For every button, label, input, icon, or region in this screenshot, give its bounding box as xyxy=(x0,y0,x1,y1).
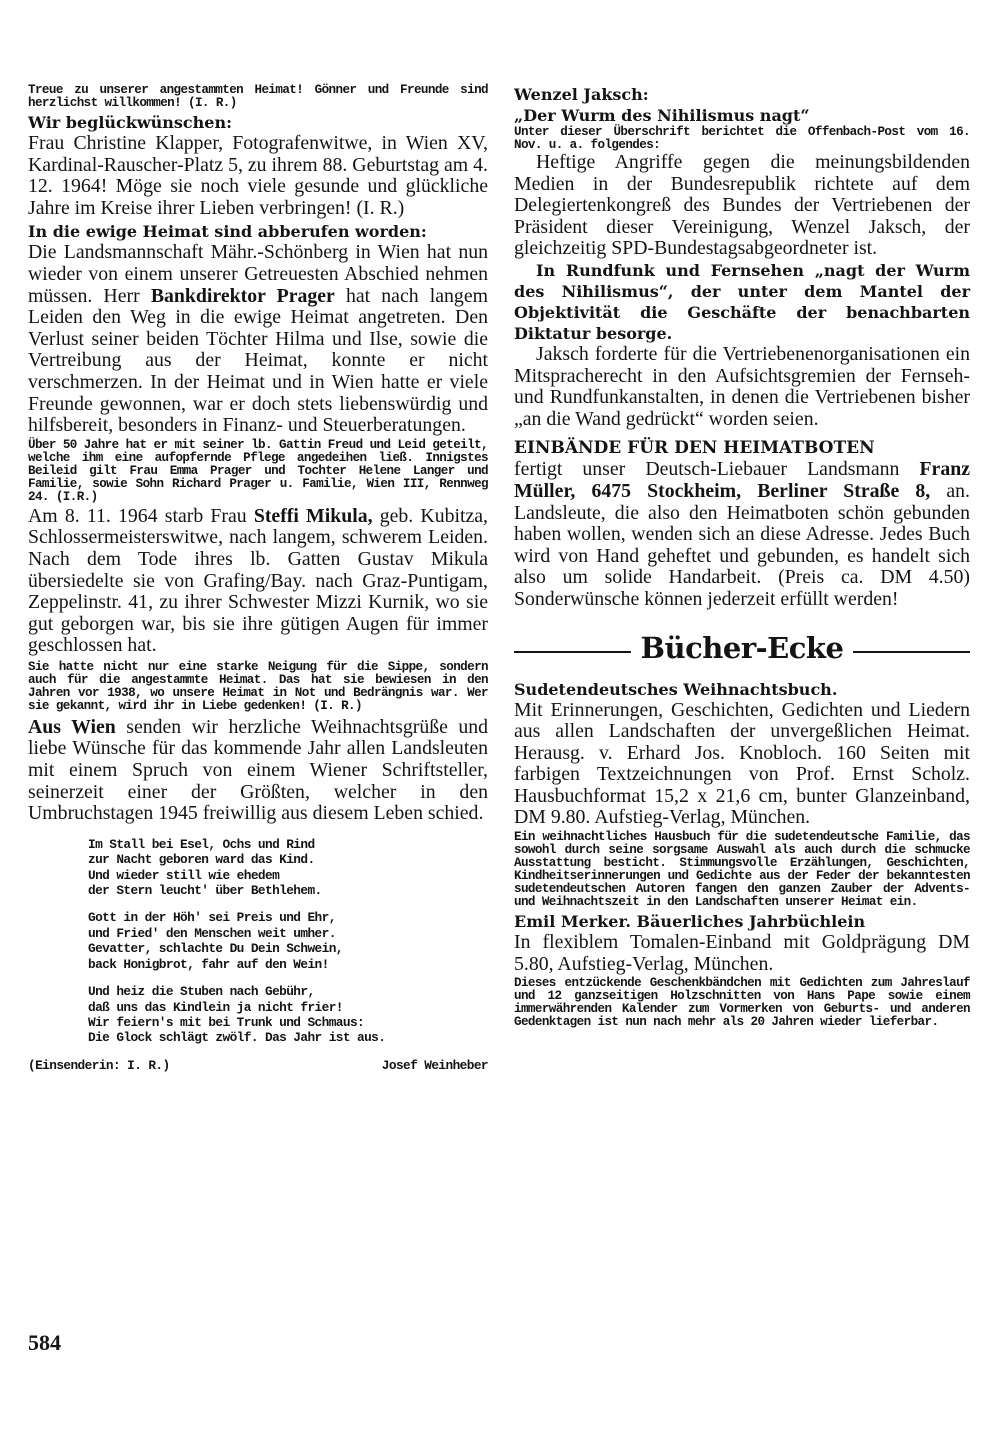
poem-line: Wir feiern's mit bei Trunk und Schmaus: xyxy=(88,1014,365,1030)
prager-condolence: Über 50 Jahre hat er mit seiner lb. Gattin Freud und Leid geteilt, welche ihm eine aufopfernde Pflege angedeihen ließ. Innigstes Beileid gilt Frau Emma Prager und Tochter Helene Langer und Familie, sowie Sohn Richard Prager u. Familie, Wien III, Rennweg 24. (I.R.) xyxy=(28,437,488,504)
mikula-paragraph xyxy=(28,506,488,657)
einbaende-heading: EINBÄNDE FÜR DEN HEIMATBOTEN xyxy=(514,438,875,459)
deceased-heading: In die ewige Heimat sind abberufen worden: xyxy=(28,222,427,242)
prager-paragraph xyxy=(28,242,488,436)
buecher-ecke-header xyxy=(514,631,970,665)
congrats-text: Frau Christine Klapper, Fotografenwitwe, in Wien XV, Kardinal-Rauscher-Platz 5, zu ihrem 88. Geburtstag am 4. 12. 1964! Möge sie noch viele gesunde und glückliche Jahre im Kreise ihrer Lieben verbringen! (I. R.) xyxy=(28,132,488,219)
poem-line: Die Glock schlägt zwölf. Das Jahr ist aus. xyxy=(88,1030,386,1046)
poem-line: Und wieder still wie ehedem xyxy=(88,867,280,883)
jaksch-paragraph-1: Heftige Angriffe gegen die meinungsbildenden Medien in der Bundesrepublik richtete auf dem Delegiertenkongreß des Bundes der Vertriebenen der Präsident dieser Vereinigung, Wenzel Jaksch, der gleichzeitig SPD-Bundestagsabgeordneter ist. xyxy=(514,151,970,260)
left-column xyxy=(28,84,488,1073)
right-column xyxy=(514,84,970,1029)
poem-author: Josef Weinheber xyxy=(381,1057,488,1073)
book2-title: Emil Merker. Bäuerliches Jahrbüchlein xyxy=(514,912,866,932)
jaksch-paragraph-3: Jaksch forderte für die Vertriebenenorganisationen ein Mitspracherecht in den Aufsichtsgremien der Fernseh- und Rundfunkanstalten, in denen die Vertriebenen bisher „an die Wand gedrückt“ worden seien. xyxy=(514,342,970,430)
jaksch-name: Wenzel Jaksch: xyxy=(514,85,649,104)
mikula-text-2: geb. Kubitza, Schlossermeisterswitwe, nach langem, schwerem Leiden. Nach dem Tode ihres lb. Gatten Gustav Mikula übersiedelte sie von Grafing/Bay. nach Graz-Puntigam, Zeppelinstr. 41, zu ihrer Schwester Mizzi Kurnik, wo sie gut geborgen war, bis sie ihre gütigen Augen für immer geschlossen hat. xyxy=(28,504,488,657)
book1-title: Sudetendeutsches Weihnachtsbuch. xyxy=(514,679,838,699)
jaksch-paragraph-2: In Rundfunk und Fernsehen „nagt der Wurm des Nihilismus“, der unter dem Mantel der Objektivität die Geschäfte der benachbarten Diktatur besorge. xyxy=(514,260,970,343)
poem-stanza-1 xyxy=(88,837,488,899)
prager-text-2: hat nach langem Leiden den Weg in die ewige Heimat angetreten. Den Verlust seiner beiden Töchter Hilma und Ilse, sowie die Vertreibung aus der Heimat, konnte er nicht verschmerzen. In der Heimat und in Wien hatte er viele Freunde gewonnen, war er doch stets liebenswürdig und hilfsbereit, besonders in Finanz- und Steuerberatungen. xyxy=(28,284,488,437)
einbaende-paragraph xyxy=(514,459,970,610)
page-number: 584 xyxy=(28,1330,61,1355)
christmas-poem xyxy=(88,837,488,1046)
poem-line: Im Stall bei Esel, Ochs und Rind xyxy=(88,836,315,852)
prager-name: Bankdirektor Prager xyxy=(150,284,335,307)
poem-line: daß uns das Kindlein ja nicht frier! xyxy=(88,999,343,1015)
book2-description: Dieses entzückende Geschenkbändchen mit Gedichten zum Jahreslauf und 12 ganzseitigen Holzschnitten von Hans Pape sowie einem immerwährenden Kalender zum Vormerken von Geburts- und anderen Gedenktagen ist nun nach mehr als 20 Jahren wieder lieferbar. xyxy=(514,976,970,1030)
poem-stanza-3 xyxy=(88,984,488,1046)
section-title: Bücher-Ecke xyxy=(640,630,844,665)
einbaende-text-1: fertigt unser Deutsch-Liebauer Landsmann xyxy=(514,458,900,481)
wien-lead: Aus Wien xyxy=(28,715,116,738)
einbaende-address: Franz Müller, 6475 Stockheim, Berliner Straße 8, xyxy=(514,458,970,502)
prager-text-1: Die Landsmannschaft Mähr.-Schönberg in Wien hat nun wieder von einem unserer Getreuesten Abschied nehmen müssen. Herr xyxy=(28,241,488,307)
book2-text: In flexiblem Tomalen-Einband mit Goldprägung DM 5.80, Aufstieg-Verlag, München. xyxy=(514,931,970,975)
mikula-text-1: Am 8. 11. 1964 starb Frau xyxy=(28,504,247,527)
wien-paragraph xyxy=(28,717,488,825)
header-rule-right xyxy=(853,651,970,653)
intro-text: Treue zu unserer angestammten Heimat! Gönner und Freunde sind herzlichst willkommen! (I. R.) xyxy=(28,83,488,110)
jaksch-intro: Unter dieser Überschrift berichtet die Offenbach-Post vom 16. Nov. u. a. folgendes: xyxy=(514,125,970,152)
header-rule-left xyxy=(514,651,631,653)
sender-credit: (Einsenderin: I. R.) xyxy=(28,1057,170,1073)
poem-line: zur Nacht geboren ward das Kind. xyxy=(88,852,315,868)
poem-credits xyxy=(28,1058,488,1073)
poem-line: Gott in der Höh' sei Preis und Ehr, xyxy=(88,910,336,926)
wien-text: senden wir herzliche Weihnachtsgrüße und liebe Wünsche für das kommende Jahr allen Landsleuten mit einem Spruch von einem Wiener Schriftsteller, seinerzeit einer der Größten, welcher in den Umbruchstagen 1945 freiwillig aus diesem Leben schied. xyxy=(28,715,489,825)
einbaende-text-2: an. Landsleute, die also den Heimatboten schön gebunden haben wollen, wenden sich an diese Adresse. Jedes Buch wird von Hand geheftet und gebunden, es handelt sich also um solide Handarbeit. (Preis ca. DM 4.50) Sonderwünsche können jederzeit erfüllt werden! xyxy=(514,479,970,610)
mikula-name: Steffi Mikula, xyxy=(253,504,373,527)
poem-line: der Stern leucht' über Bethlehem. xyxy=(88,883,322,899)
poem-line: back Honigbrot, fahr auf den Wein! xyxy=(88,956,329,972)
poem-stanza-2 xyxy=(88,910,488,972)
poem-line: und Fried' den Menschen weit umher. xyxy=(88,925,336,941)
poem-line: Gevatter, schlachte Du Dein Schwein, xyxy=(88,941,343,957)
mikula-condolence: Sie hatte nicht nur eine starke Neigung für die Sippe, sondern auch für die angestammte Heimat. Das hat sie bewiesen in den Jahren vor 1938, wo unsere Heimat in Not und Bedrängnis war. Wer sie gekannt, wird ihr in Liebe gedenken! (I. R.) xyxy=(28,659,488,713)
jaksch-title: „Der Wurm des Nihilismus nagt“ xyxy=(514,106,810,125)
poem-line: Und heiz die Stuben nach Gebühr, xyxy=(88,984,315,1000)
congrats-heading: Wir beglückwünschen: xyxy=(28,113,232,132)
book1-text: Mit Erinnerungen, Geschichten, Gedichten und Liedern aus allen Landschaften der unvergeßlichen Heimat. Herausg. v. Erhard Jos. Knobloch. 160 Seiten mit farbigen Textzeichnungen von Prof. Ernst Scholz. Hausbuchformat 15,2 x 21,6 cm, bunter Glanzeinband, DM 9.80. Aufstieg-Verlag, München. xyxy=(514,698,970,829)
book1-description: Ein weihnachtliches Hausbuch für die sudetendeutsche Familie, das sowohl durch seine sorgsame Auswahl als auch durch die schmucke Ausstattung besticht. Stimmungsvolle Erzählungen, Geschichten, Kindheitserinnerungen und Gedichte aus der Feder der bekanntesten sudetendeutschen Autoren fangen den ganzen Zauber der Advents- und Weihnachtszeit in den Landschaften unserer Heimat ein. xyxy=(514,830,970,910)
